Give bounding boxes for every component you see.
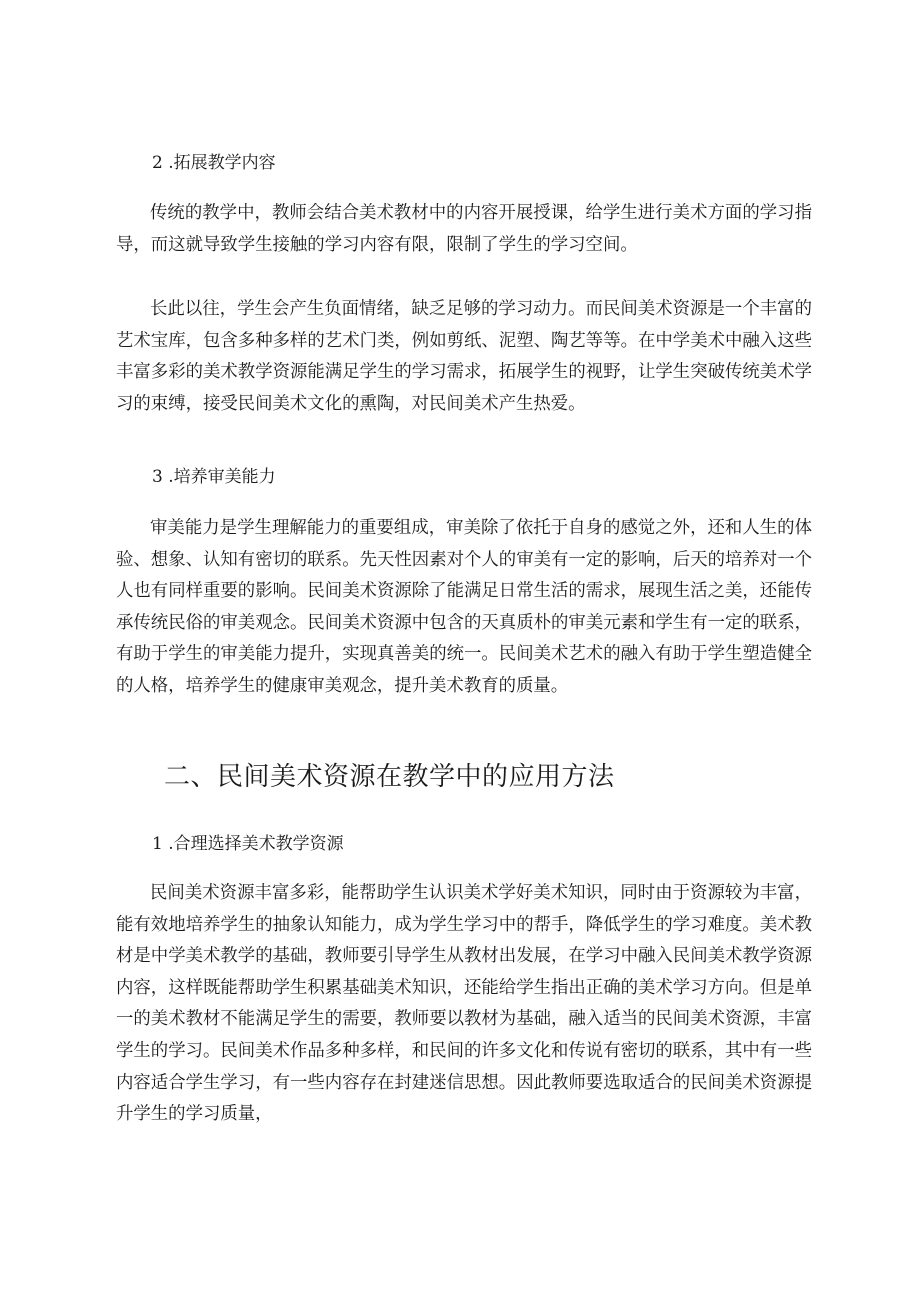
subheading-select-resources: 1 .合理选择美术教学资源: [152, 834, 344, 854]
paragraph-aesthetic-ability: 审美能力是学生理解能力的重要组成，审美除了依托于自身的感觉之外，还和人生的体验、想象、认知有密切的联系。先天性因素对个人的审美有一定的影响，后天的培养对一个人也有同样重要的影响。民间美术资源除了能满足日常生活的需求，展现生活之美，还能传承传统民俗的审美观念。民间美术资源中包含的天真质朴的审美元素和学生有一定的联系，有助于学生的审美能力提升，实现真善美的统一。民间美术艺术的融入有助于学生塑造健全的人格，培养学生的健康审美观念，提升美术教育的质量。: [116, 518, 812, 696]
subheading-expand-content: 2 .拓展教学内容: [152, 153, 276, 173]
section-heading-application-methods: 二、民间美术资源在教学中的应用方法: [164, 762, 615, 792]
subheading-aesthetic-ability: 3 .培养审美能力: [152, 467, 276, 487]
paragraph-select-resources: 民间美术资源丰富多彩，能帮助学生认识美术学好美术知识，同时由于资源较为丰富，能有效地培养学生的抽象认知能力，成为学生学习中的帮手，降低学生的学习难度。美术教材是中学美术教学的基础，教师要引导学生从教材出发展，在学习中融入民间美术教学资源内容，这样既能帮助学生积累基础美术知识，还能给学生指出正确的美术学习方向。但是单一的美术教材不能满足学生的需要，教师要以教材为基础，融入适当的民间美术资源，丰富学生的学习。民间美术作品多种多样，和民间的许多文化和传说有密切的联系，其中有一些内容适合学生学习，有一些内容存在封建迷信思想。因此教师要选取适合的民间美术资源提升学生的学习质量，: [116, 883, 812, 1125]
paragraph-traditional-teaching: 传统的教学中，教师会结合美术教材中的内容开展授课，给学生进行美术方面的学习指导，而这就导致学生接触的学习内容有限，限制了学生的学习空间。: [116, 203, 812, 255]
paragraph-folk-art-treasure: 长此以往，学生会产生负面情绪，缺乏足够的学习动力。而民间美术资源是一个丰富的艺术宝库，包含多种多样的艺术门类，例如剪纸、泥塑、陶艺等等。在中学美术中融入这些丰富多彩的美术教学资源能满足学生的学习需求，拓展学生的视野，让学生突破传统美术学习的束缚，接受民间美术文化的熏陶，对民间美术产生热爱。: [116, 299, 812, 414]
